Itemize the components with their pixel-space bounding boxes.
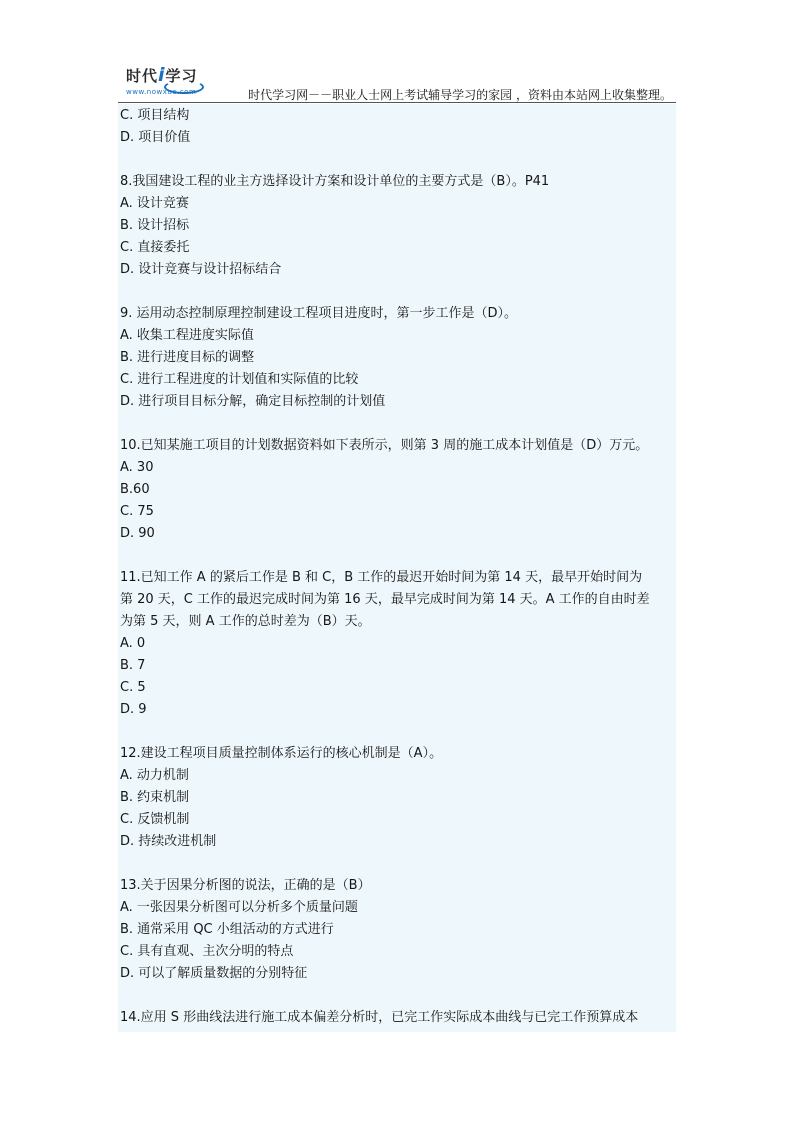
text-line: B. 约束机制 bbox=[120, 790, 190, 805]
header-tagline: 时代学习网－－职业人士网上考试辅导学习的家园 ，资料由本站网上收集整理。 bbox=[248, 88, 672, 102]
document-body bbox=[118, 104, 676, 1032]
text-line: D. 可以了解质量数据的分别特征 bbox=[120, 966, 308, 981]
page-header bbox=[118, 54, 676, 104]
logo-url: www.nowxue.com bbox=[126, 88, 197, 96]
text-line: C. 项目结构 bbox=[120, 108, 190, 123]
text-line: A. 0 bbox=[120, 636, 146, 651]
text-line: C. 进行工程进度的计划值和实际值的比较 bbox=[120, 372, 359, 387]
text-line: C. 反馈机制 bbox=[120, 812, 190, 827]
text-line: B. 进行进度目标的调整 bbox=[120, 350, 255, 365]
text-line: A. 30 bbox=[120, 460, 154, 475]
text-line: A. 设计竞赛 bbox=[120, 196, 189, 211]
text-line: 10.已知某施工项目的计划数据资料如下表所示，则第 3 周的施工成本计划值是（D）万元。 bbox=[120, 438, 649, 453]
text-line: C. 具有直观、主次分明的特点 bbox=[120, 944, 294, 959]
header-divider bbox=[118, 102, 676, 103]
text-line: B. 通常采用 QC 小组活动的方式进行 bbox=[120, 922, 334, 937]
text-line: D. 持续改进机制 bbox=[120, 834, 217, 849]
text-line: A. 收集工程进度实际值 bbox=[120, 328, 254, 343]
text-line: D. 9 bbox=[120, 702, 147, 717]
text-line: 为第 5 天，则 A 工作的总时差为（B）天。 bbox=[120, 614, 371, 629]
text-line: D. 项目价值 bbox=[120, 130, 191, 145]
text-line: B.60 bbox=[120, 482, 150, 497]
text-line: D. 设计竞赛与设计招标结合 bbox=[120, 262, 282, 277]
text-line: B. 7 bbox=[120, 658, 146, 673]
site-logo bbox=[120, 60, 210, 100]
text-line: C. 5 bbox=[120, 680, 146, 695]
text-line: C. 直接委托 bbox=[120, 240, 190, 255]
text-line: 8.我国建设工程的业主方选择设计方案和设计单位的主要方式是（B）。P41 bbox=[120, 174, 550, 189]
text-line: D. 90 bbox=[120, 526, 155, 541]
text-line: 12.建设工程项目质量控制体系运行的核心机制是（A）。 bbox=[120, 746, 443, 761]
logo-text: 时代i学习 bbox=[126, 64, 198, 86]
text-line: 11.已知工作 A 的紧后工作是 B 和 C，B 工作的最迟开始时间为第 14 天，最早开始时间为 bbox=[120, 570, 643, 585]
text-line: A. 动力机制 bbox=[120, 768, 189, 783]
text-line: B. 设计招标 bbox=[120, 218, 190, 233]
text-line: C. 75 bbox=[120, 504, 154, 519]
text-line: D. 进行项目目标分解，确定目标控制的计划值 bbox=[120, 394, 386, 409]
text-line: A. 一张因果分析图可以分析多个质量问题 bbox=[120, 900, 358, 915]
text-line: 14.应用 S 形曲线法进行施工成本偏差分析时，已完工作实际成本曲线与已完工作预算成本 bbox=[120, 1010, 639, 1025]
text-line: 9. 运用动态控制原理控制建设工程项目进度时，第一步工作是（D）。 bbox=[120, 306, 518, 321]
text-line: 第 20 天，C 工作的最迟完成时间为第 16 天，最早完成时间为第 14 天。A 工作的自由时差 bbox=[120, 592, 650, 607]
text-line: 13.关于因果分析图的说法，正确的是（B） bbox=[120, 878, 371, 893]
